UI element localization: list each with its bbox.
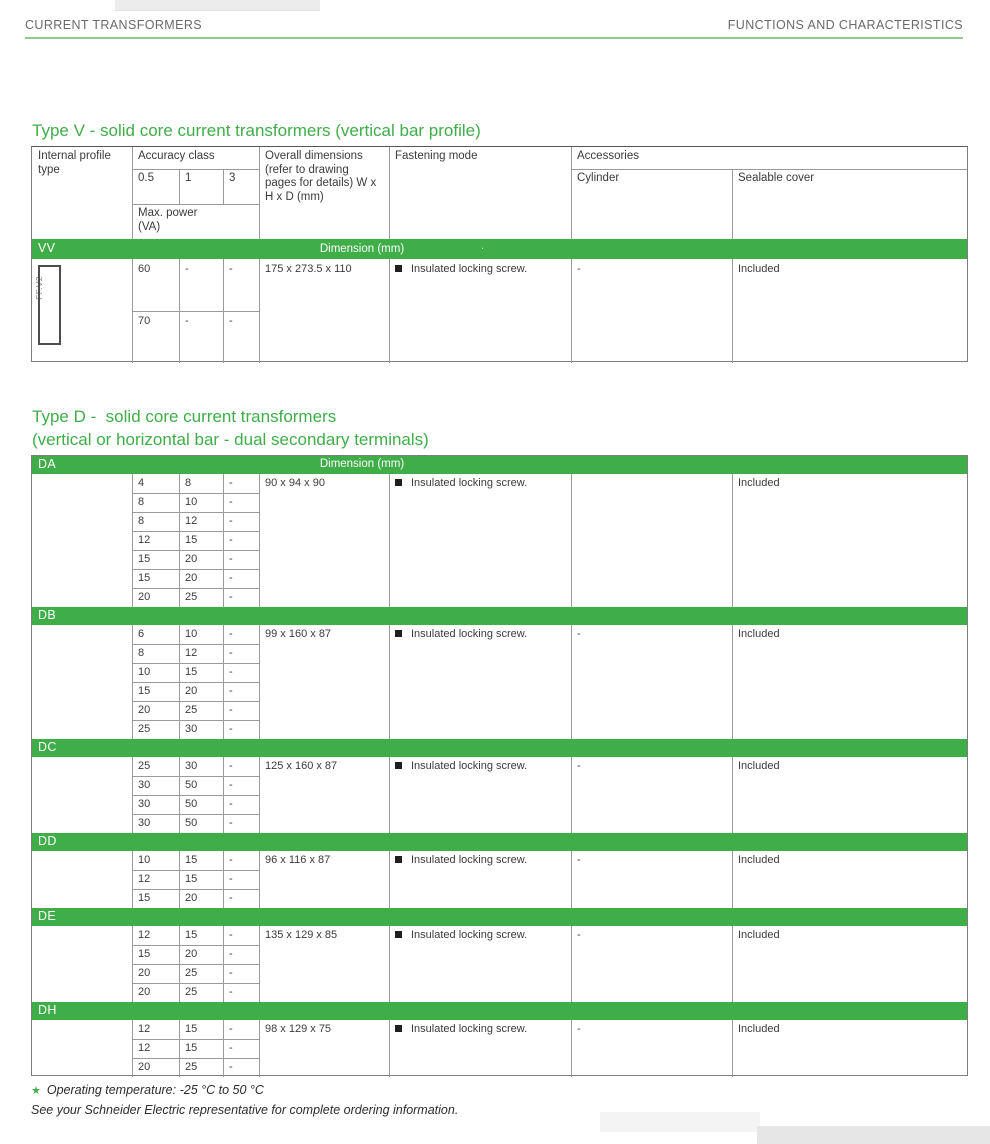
fastening-text: Insulated locking screw. [411,854,528,866]
cell-power-3: - [229,666,233,678]
square-bullet-icon [395,762,402,769]
grid-line [132,1020,133,1077]
col-header-cylinder: Cylinder [577,172,620,184]
square-bullet-icon [395,1025,402,1032]
grid-line [132,550,259,551]
grid-line [179,1020,180,1077]
grid-line [259,1020,260,1077]
cell-power-1: 12 [185,515,198,527]
col-header-fastening-mode: Fastening mode [395,150,478,162]
grid-line [179,851,180,908]
cell-power-05: 15 [138,572,151,584]
grid-line [571,1020,572,1077]
cell-dimensions: 99 x 160 x 87 [265,628,332,640]
grid-line [389,474,390,607]
grid-line [571,625,572,739]
grid-line [571,757,572,833]
grid-line [132,663,259,664]
grid-line [259,625,260,739]
grid-line [732,169,733,239]
col-header-acc-3: 3 [229,172,236,184]
grid-line [223,1020,224,1077]
cell-power-1: 10 [185,496,198,508]
grid-line [571,926,572,1002]
cell-power-3: - [229,760,233,772]
cell-power-1: 20 [185,553,198,565]
cell-power-3: - [229,263,233,275]
cell-dimensions: 96 x 116 x 87 [265,854,331,866]
cell-power-1: 25 [185,1061,198,1073]
group-bar-label: Dimension (mm) [319,243,405,255]
group-bar-dh [32,1002,967,1020]
side-reference-label: FF.V2 [34,276,44,300]
group-code: DC [38,740,57,754]
cell-power-05: 15 [138,892,151,904]
grid-line [571,147,572,239]
col-header-accessories: Accessories [577,150,639,162]
col-header-internal-profile: Internal profile type [38,150,115,176]
cell-power-05: 20 [138,591,151,603]
cell-power-05: 70 [138,315,151,327]
grid-line [732,625,733,739]
cell-power-3: - [229,534,233,546]
group-bar-dd [32,833,967,851]
section-v-title: Type V - solid core current transformers (vertical bar profile) [32,121,481,140]
cell-power-3: - [229,873,233,885]
cell-power-05: 60 [138,263,151,275]
cell-dimensions: 175 x 273.5 x 110 [265,263,352,275]
footnote-text: Operating temperature: -25 °C to 50 °C [46,1083,264,1097]
cell-power-05: 25 [138,723,151,735]
cell-power-05: 12 [138,929,151,941]
grid-line [132,814,259,815]
grid-line [132,851,133,908]
grid-line [389,851,390,908]
cell-power-1: 15 [185,1042,198,1054]
cell-power-05: 30 [138,817,151,829]
cell-power-1: 12 [185,647,198,659]
cell-power-05: 15 [138,948,151,960]
grid-line [132,493,259,494]
grid-line [132,776,259,777]
cell-power-05: 8 [138,515,145,527]
cell-power-1: 8 [185,477,192,489]
cell-power-3: - [229,496,233,508]
cell-sealable: Included [738,929,780,941]
grid-line [259,851,260,908]
cell-dimensions: 125 x 160 x 87 [265,760,338,772]
cell-power-05: 30 [138,779,151,791]
grid-line [732,474,733,607]
grid-line [389,1020,390,1077]
group-code: DE [38,909,56,923]
page-header-left: CURRENT TRANSFORMERS [25,18,202,32]
fastening-text: Insulated locking screw. [411,760,528,772]
col-header-accuracy-class: Accuracy class [138,150,215,162]
cell-power-1: 15 [185,1023,198,1035]
group-code: DB [38,608,56,622]
square-bullet-icon [395,630,402,637]
cell-power-1: 50 [185,798,198,810]
grid-line [571,259,572,363]
cell-power-05: 20 [138,704,151,716]
cell-power-05: 12 [138,873,151,885]
artifact-dot: . [481,240,485,252]
cell-cylinder: - [577,929,581,941]
cell-fastening [395,929,567,943]
cell-power-05: 8 [138,647,145,659]
cell-power-05: 20 [138,1061,151,1073]
col-header-acc-1: 1 [185,172,192,184]
cell-power-3: - [229,315,233,327]
grid-line [132,983,259,984]
grid-line [571,474,572,607]
cell-power-1: 20 [185,892,198,904]
grid-line [132,512,259,513]
cell-cylinder: - [577,760,581,772]
cell-power-1: 20 [185,572,198,584]
group-bar-db [32,607,967,625]
cell-power-3: - [229,572,233,584]
fastening-text: Insulated locking screw. [411,477,528,489]
header-rule [25,37,963,39]
cell-sealable: Included [738,263,780,275]
grid-line [132,964,259,965]
cell-power-05: 20 [138,986,151,998]
grid-line [132,644,259,645]
square-bullet-icon [395,931,402,938]
cell-dimensions: 135 x 129 x 85 [265,929,338,941]
group-bar-da [32,456,967,474]
cell-power-05: 8 [138,496,145,508]
grid-line [389,625,390,739]
cell-fastening [395,854,567,868]
grid-line [389,926,390,1002]
cell-power-1: 50 [185,817,198,829]
cell-power-1: 15 [185,873,198,885]
cell-power-3: - [229,515,233,527]
cell-power-1: 20 [185,948,198,960]
grid-line [259,147,260,239]
cell-power-1: 10 [185,628,198,640]
grid-line [732,757,733,833]
group-bar-vv [32,239,967,259]
cell-sealable: Included [738,477,780,489]
cell-fastening [395,628,567,642]
grid-line [132,169,259,170]
cell-power-05: 12 [138,534,151,546]
cell-dimensions: 90 x 94 x 90 [265,477,325,489]
cell-power-3: - [229,723,233,735]
footnote-representative: See your Schneider Electric representative for complete ordering information. [31,1103,459,1117]
cell-sealable: Included [738,760,780,772]
grid-line [732,926,733,1002]
cell-power-05: 15 [138,553,151,565]
grid-line [132,720,259,721]
grid-line [571,169,967,170]
cell-power-1: 15 [185,854,198,866]
cell-fastening [395,760,567,774]
col-header-overall-dimensions: Overall dimensions (refer to drawing pages for details) W x H x D (mm) [265,150,380,203]
grid-line [223,851,224,908]
cell-fastening [395,263,567,277]
cell-power-3: - [229,892,233,904]
grid-line [259,474,260,607]
fastening-text: Insulated locking screw. [411,929,528,941]
col-header-sealable-cover: Sealable cover [738,172,815,184]
type-d-table [31,455,968,1076]
cell-power-05: 30 [138,798,151,810]
cell-power-3: - [229,798,233,810]
cell-power-3: - [229,779,233,791]
cell-power-1: 20 [185,685,198,697]
group-bar-de [32,908,967,926]
grid-line [732,259,733,363]
cell-power-05: 20 [138,967,151,979]
cell-sealable: Included [738,628,780,640]
group-code: VV [38,241,56,255]
footnote-operating-temperature [31,1083,264,1097]
square-bullet-icon [395,856,402,863]
grid-line [132,682,259,683]
col-header-acc-05: 0.5 [138,172,154,184]
cell-power-3: - [229,628,233,640]
grid-line [389,259,390,363]
grid-line [571,851,572,908]
scan-artifact-bottom-right [757,1126,990,1144]
cell-power-1: 25 [185,704,198,716]
cell-power-3: - [229,553,233,565]
cell-cylinder: - [577,263,581,275]
cell-cylinder: - [577,854,581,866]
cell-power-3: - [229,1023,233,1035]
cell-power-1: 50 [185,779,198,791]
grid-line [132,1058,259,1059]
cell-power-05: 4 [138,477,145,489]
cell-power-3: - [229,647,233,659]
grid-line [732,1020,733,1077]
cell-power-1: 15 [185,666,198,678]
grid-line [732,851,733,908]
grid-line [259,926,260,1002]
grid-line [389,757,390,833]
grid-line [389,147,390,239]
cell-power-3: - [229,1042,233,1054]
grid-line [132,889,259,890]
cell-power-3: - [229,817,233,829]
cell-sealable: Included [738,854,780,866]
group-bar-label: Dimension (mm) [319,458,405,470]
grid-line [132,531,259,532]
grid-line [132,588,259,589]
cell-power-05: 12 [138,1023,151,1035]
group-code: DD [38,834,57,848]
cell-cylinder: - [577,1023,581,1035]
cell-power-3: - [229,986,233,998]
group-code: DH [38,1003,57,1017]
cell-power-3: - [229,685,233,697]
col-header-max-power: Max. power (VA) [138,207,201,233]
grid-line [132,204,259,205]
cell-power-1: 25 [185,986,198,998]
cell-power-05: 10 [138,666,151,678]
cell-power-3: - [229,704,233,716]
cell-sealable: Included [738,1023,780,1035]
cell-dimensions: 98 x 129 x 75 [265,1023,332,1035]
grid-line [132,147,133,239]
grid-line [132,945,259,946]
profile-drawing-vertical-bar [38,265,61,345]
grid-line [132,795,259,796]
grid-line [132,1039,259,1040]
square-bullet-icon [395,265,402,272]
grid-line [259,757,260,833]
group-code: DA [38,457,56,471]
grid-line [132,569,259,570]
cell-power-05: 6 [138,628,145,640]
cell-power-1: 15 [185,534,198,546]
cell-power-1: 30 [185,723,198,735]
section-d-title-line2: (vertical or horizontal bar - dual secondary terminals) [32,430,429,449]
cell-power-3: - [229,967,233,979]
cell-power-1: 25 [185,591,198,603]
group-bar-dc [32,739,967,757]
cell-power-05: 12 [138,1042,151,1054]
grid-line [132,701,259,702]
cell-power-3: - [229,591,233,603]
grid-line [259,259,260,363]
grid-line [223,169,224,204]
square-bullet-icon [395,479,402,486]
cell-power-3: - [229,1061,233,1073]
cell-power-1: 15 [185,929,198,941]
cell-cylinder: - [577,628,581,640]
cell-power-1: - [185,263,189,275]
cell-power-1: 30 [185,760,198,772]
page-header-right: FUNCTIONS AND CHARACTERISTICS [727,18,963,32]
cell-power-3: - [229,929,233,941]
grid-line [132,870,259,871]
cell-power-05: 10 [138,854,151,866]
cell-power-3: - [229,948,233,960]
fastening-text: Insulated locking screw. [411,1023,528,1035]
grid-line [179,169,180,204]
section-d-title-line1: Type D - solid core current transformers [32,407,337,426]
cell-power-1: - [185,315,189,327]
cell-power-05: 15 [138,685,151,697]
scan-artifact-bottom-left [600,1112,760,1132]
cell-power-3: - [229,477,233,489]
fastening-text: Insulated locking screw. [411,263,528,275]
cell-power-1: 25 [185,967,198,979]
cell-fastening [395,1023,567,1037]
cell-fastening [395,477,567,491]
star-icon: ★ [31,1085,41,1097]
cell-power-05: 25 [138,760,151,772]
type-v-table [31,146,968,362]
scan-artifact-top [115,0,320,11]
fastening-text: Insulated locking screw. [411,628,528,640]
cell-power-3: - [229,854,233,866]
grid-line [132,311,259,312]
